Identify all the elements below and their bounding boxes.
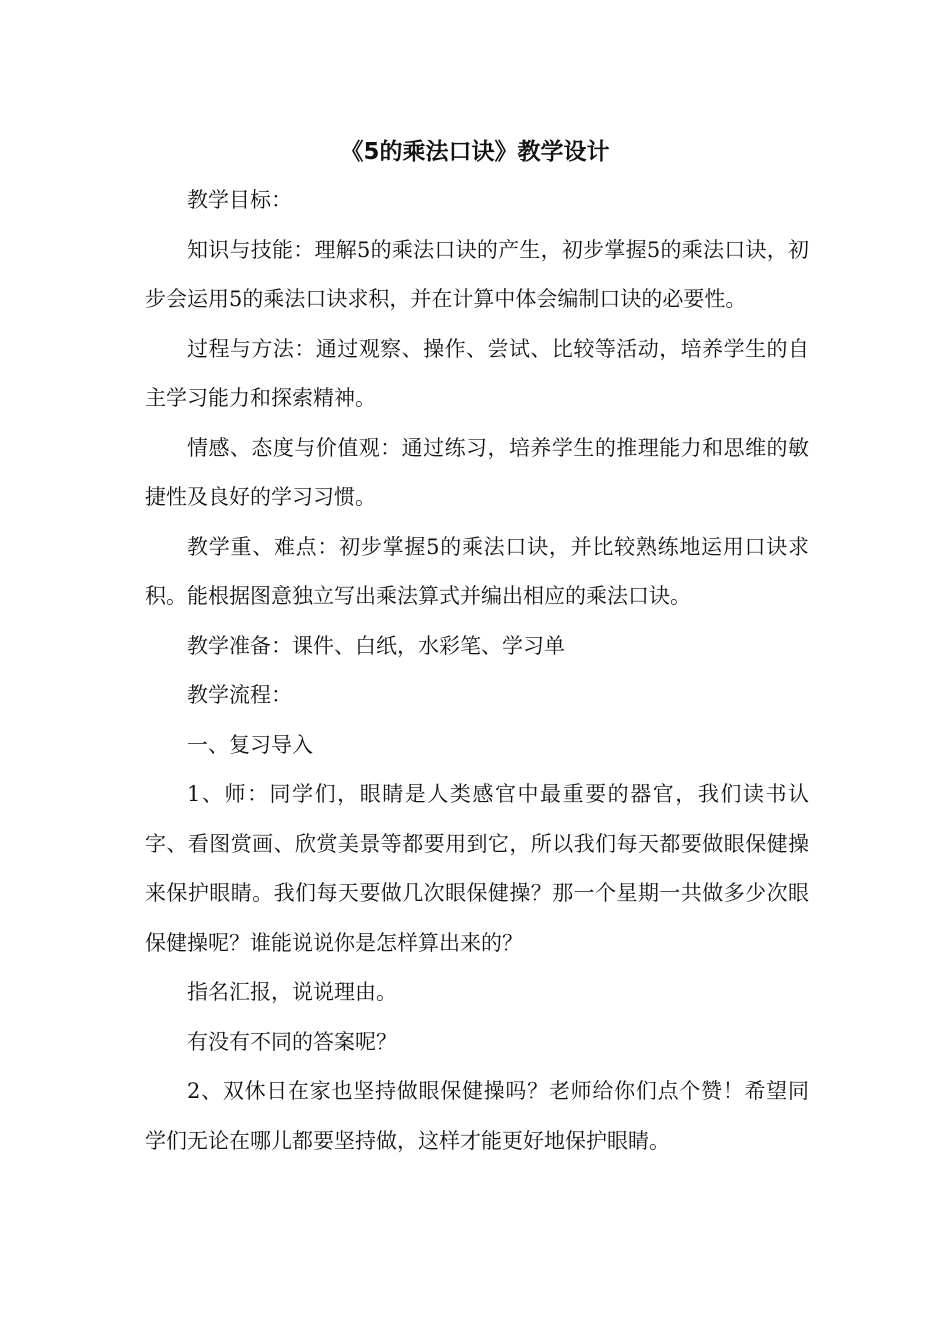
document-title: 《5的乘法口诀》教学设计 — [340, 139, 610, 165]
paragraph-report: 指名汇报，说说理由。 — [187, 980, 397, 1004]
paragraph-key-difficulties: 教学重、难点：初步掌握5的乘法口诀，并比较熟练地运用口诀求积。能根据图意独立写出乘法算式并编出相应的乘法口诀。 — [145, 534, 809, 608]
paragraph-teacher-question: 1、师：同学们，眼睛是人类感官中最重要的器官，我们读书认字、看图赏画、欣赏美景等都要用到它，所以我们每天都要做眼保健操来保护眼睛。我们每天要做几次眼保健操？那一个星期一共做多少次眼保健操呢？谁能说说你是怎样算出来的？ — [145, 782, 809, 955]
paragraph-emotion-values: 情感、态度与价值观：通过练习，培养学生的推理能力和思维的敏捷性及良好的学习习惯。 — [145, 435, 809, 509]
paragraph-objectives-heading: 教学目标： — [187, 188, 292, 212]
paragraph-process-methods: 过程与方法：通过观察、操作、尝试、比较等活动，培养学生的自主学习能力和探索精神。 — [145, 336, 809, 410]
paragraph-knowledge-skills: 知识与技能：理解5的乘法口诀的产生，初步掌握5的乘法口诀，初步会运用5的乘法口诀求积，并在计算中体会编制口诀的必要性。 — [145, 237, 809, 311]
document-body — [145, 176, 809, 1166]
paragraph-section-review: 一、复习导入 — [187, 732, 313, 757]
paragraph-weekend: 2、双休日在家也坚持做眼保健操吗？老师给你们点个赞！希望同学们无论在哪儿都要坚持做，这样才能更好地保护眼睛。 — [145, 1079, 809, 1153]
paragraph-different-answers: 有没有不同的答案呢？ — [187, 1029, 397, 1054]
paragraph-flow-heading: 教学流程： — [187, 683, 292, 707]
paragraph-preparation: 教学准备：课件、白纸，水彩笔、学习单 — [187, 633, 565, 658]
